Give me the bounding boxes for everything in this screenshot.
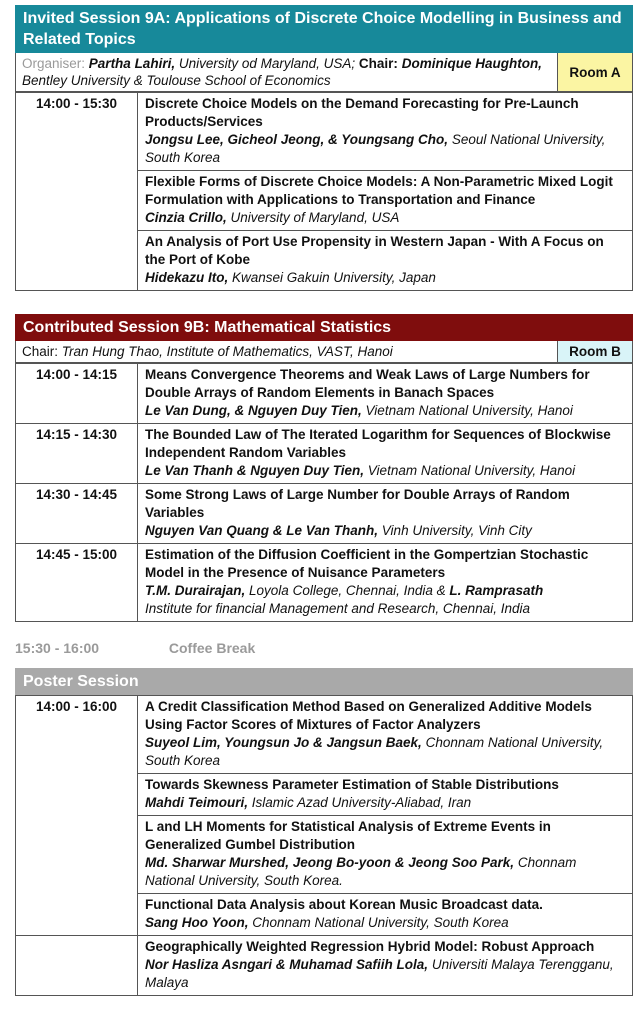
paper-cell [138, 171, 633, 231]
paper-authors: Suyeol Lim, Youngsun Jo & Jangsun Baek, [145, 735, 422, 750]
time-slot: 14:00 - 16:00 [16, 696, 138, 936]
paper-title: Means Convergence Theorems and Weak Laws of Large Numbers for Double Arrays of Random Elements in Banach Spaces [145, 367, 590, 400]
paper-affiliation: Vietnam National University, Hanoi [367, 463, 576, 478]
paper-title: An Analysis of Port Use Propensity in Western Japan - With A Focus on the Port of Kobe [145, 234, 604, 267]
paper-affiliation: Vinh University, Vinh City [381, 523, 532, 538]
paper-cell [138, 93, 633, 171]
time-slot: 14:00 - 14:15 [16, 364, 138, 424]
poster-session [15, 668, 633, 996]
paper-affiliation: Chonnam National University, South Korea [252, 915, 509, 930]
time-slot-empty [16, 936, 138, 996]
paper-authors: Cinzia Crillo, [145, 210, 227, 225]
coffee-break-row [15, 640, 633, 656]
session-9b-table [15, 363, 633, 622]
session-9a-chair [16, 53, 557, 91]
room-badge: Room A [557, 53, 632, 91]
paper-title: Discrete Choice Models on the Demand Forecasting for Pre-Launch Products/Services [145, 96, 579, 129]
paper-affiliation-2: Institute for financial Management and Research, Chennai, India [145, 601, 530, 616]
paper-title: Geographically Weighted Regression Hybrid Model: Robust Approach [145, 939, 595, 954]
paper-affiliation: Chonnam National University, South Korea. [145, 855, 577, 888]
chair-name: Dominique Haughton, [401, 56, 542, 71]
paper-authors: Mahdi Teimouri, [145, 795, 249, 810]
paper-affiliation: Loyola College, Chennai, India & [245, 583, 450, 598]
paper-affiliation: Vietnam National University, Hanoi [365, 403, 573, 418]
room-badge: Room B [557, 341, 632, 362]
chair-affiliation: Bentley University & Toulouse School of Economics [22, 73, 331, 88]
table-row [16, 544, 633, 622]
session-9b-chair-row [15, 341, 633, 363]
session-9b-header: Contributed Session 9B: Mathematical Statistics [15, 314, 633, 341]
paper-cell [138, 364, 633, 424]
time-slot: 14:00 - 15:30 [16, 93, 138, 291]
chair-label: Chair: [22, 344, 59, 359]
paper-cell [138, 816, 633, 894]
paper-authors: Hidekazu Ito, [145, 270, 229, 285]
paper-authors: T.M. Durairajan, [145, 583, 246, 598]
paper-authors-2: L. Ramprasath [449, 583, 544, 598]
session-9a-table [15, 92, 633, 291]
paper-affiliation: Chonnam National University, South Korea [145, 735, 604, 768]
paper-affiliation: Kwansei Gakuin University, Japan [232, 270, 436, 285]
session-9a-header: Invited Session 9A: Applications of Discrete Choice Modelling in Business and Related Topics [15, 5, 633, 53]
paper-cell [138, 894, 633, 936]
paper-title: Towards Skewness Parameter Estimation of Stable Distributions [145, 777, 559, 792]
paper-authors: Le Van Thanh & Nguyen Duy Tien, [145, 463, 365, 478]
paper-title: Flexible Forms of Discrete Choice Models: A Non-Parametric Mixed Logit Formulation with Applications to Transportation and Finance [145, 174, 613, 207]
paper-affiliation: Universiti Malaya Terengganu, Malaya [145, 957, 614, 990]
paper-authors: Nguyen Van Quang & Le Van Thanh, [145, 523, 379, 538]
table-row [16, 93, 633, 171]
paper-cell [138, 544, 633, 622]
paper-title: Functional Data Analysis about Korean Music Broadcast data. [145, 897, 543, 912]
chair-name: Tran Hung Thao, [61, 344, 163, 359]
poster-table [15, 695, 633, 996]
time-slot: 14:45 - 15:00 [16, 544, 138, 622]
chair-affiliation: Institute of Mathematics, VAST, Hanoi [166, 344, 393, 359]
paper-title: A Credit Classification Method Based on Generalized Additive Models Using Factor Scores of Mixtures of Factor Analyzers [145, 699, 592, 732]
organiser-label: Organiser: [22, 56, 86, 71]
session-9a [15, 5, 633, 291]
poster-session-header: Poster Session [15, 668, 633, 695]
paper-title: The Bounded Law of The Iterated Logarithm for Sequences of Blockwise Independent Random Variables [145, 427, 611, 460]
paper-cell [138, 696, 633, 774]
paper-authors: Le Van Dung, & Nguyen Duy Tien, [145, 403, 362, 418]
table-row [16, 696, 633, 774]
organiser-affiliation: University od Maryland, USA; [178, 56, 356, 71]
session-9b [15, 314, 633, 622]
table-row [16, 424, 633, 484]
paper-authors: Jongsu Lee, Gicheol Jeong, & Youngsang Cho, [145, 132, 449, 147]
time-slot: 14:15 - 14:30 [16, 424, 138, 484]
session-9a-chair-row [15, 53, 633, 92]
paper-affiliation: University of Maryland, USA [230, 210, 400, 225]
paper-title: Some Strong Laws of Large Number for Double Arrays of Random Variables [145, 487, 570, 520]
paper-cell [138, 231, 633, 291]
coffee-label: Coffee Break [168, 640, 256, 656]
paper-affiliation: Islamic Azad University-Aliabad, Iran [251, 795, 472, 810]
paper-authors: Nor Hasliza Asngari & Muhamad Safiih Lola, [145, 957, 429, 972]
organiser-name: Partha Lahiri, [88, 56, 176, 71]
coffee-time: 15:30 - 16:00 [15, 640, 100, 656]
time-slot: 14:30 - 14:45 [16, 484, 138, 544]
paper-title: Estimation of the Diffusion Coefficient in the Gompertzian Stochastic Model in the Presence of Nuisance Parameters [145, 547, 589, 580]
table-row [16, 484, 633, 544]
chair-label: Chair: [358, 56, 398, 71]
paper-authors: Sang Hoo Yoon, [145, 915, 249, 930]
paper-cell [138, 774, 633, 816]
table-row [16, 364, 633, 424]
paper-cell [138, 936, 633, 996]
table-row [16, 936, 633, 996]
session-9b-chair [16, 341, 557, 362]
paper-cell [138, 424, 633, 484]
paper-affiliation: Seoul National University, South Korea [145, 132, 606, 165]
paper-cell [138, 484, 633, 544]
paper-title: L and LH Moments for Statistical Analysis of Extreme Events in Generalized Gumbel Distribution [145, 819, 551, 852]
paper-authors: Md. Sharwar Murshed, Jeong Bo-yoon & Jeong Soo Park, [145, 855, 515, 870]
